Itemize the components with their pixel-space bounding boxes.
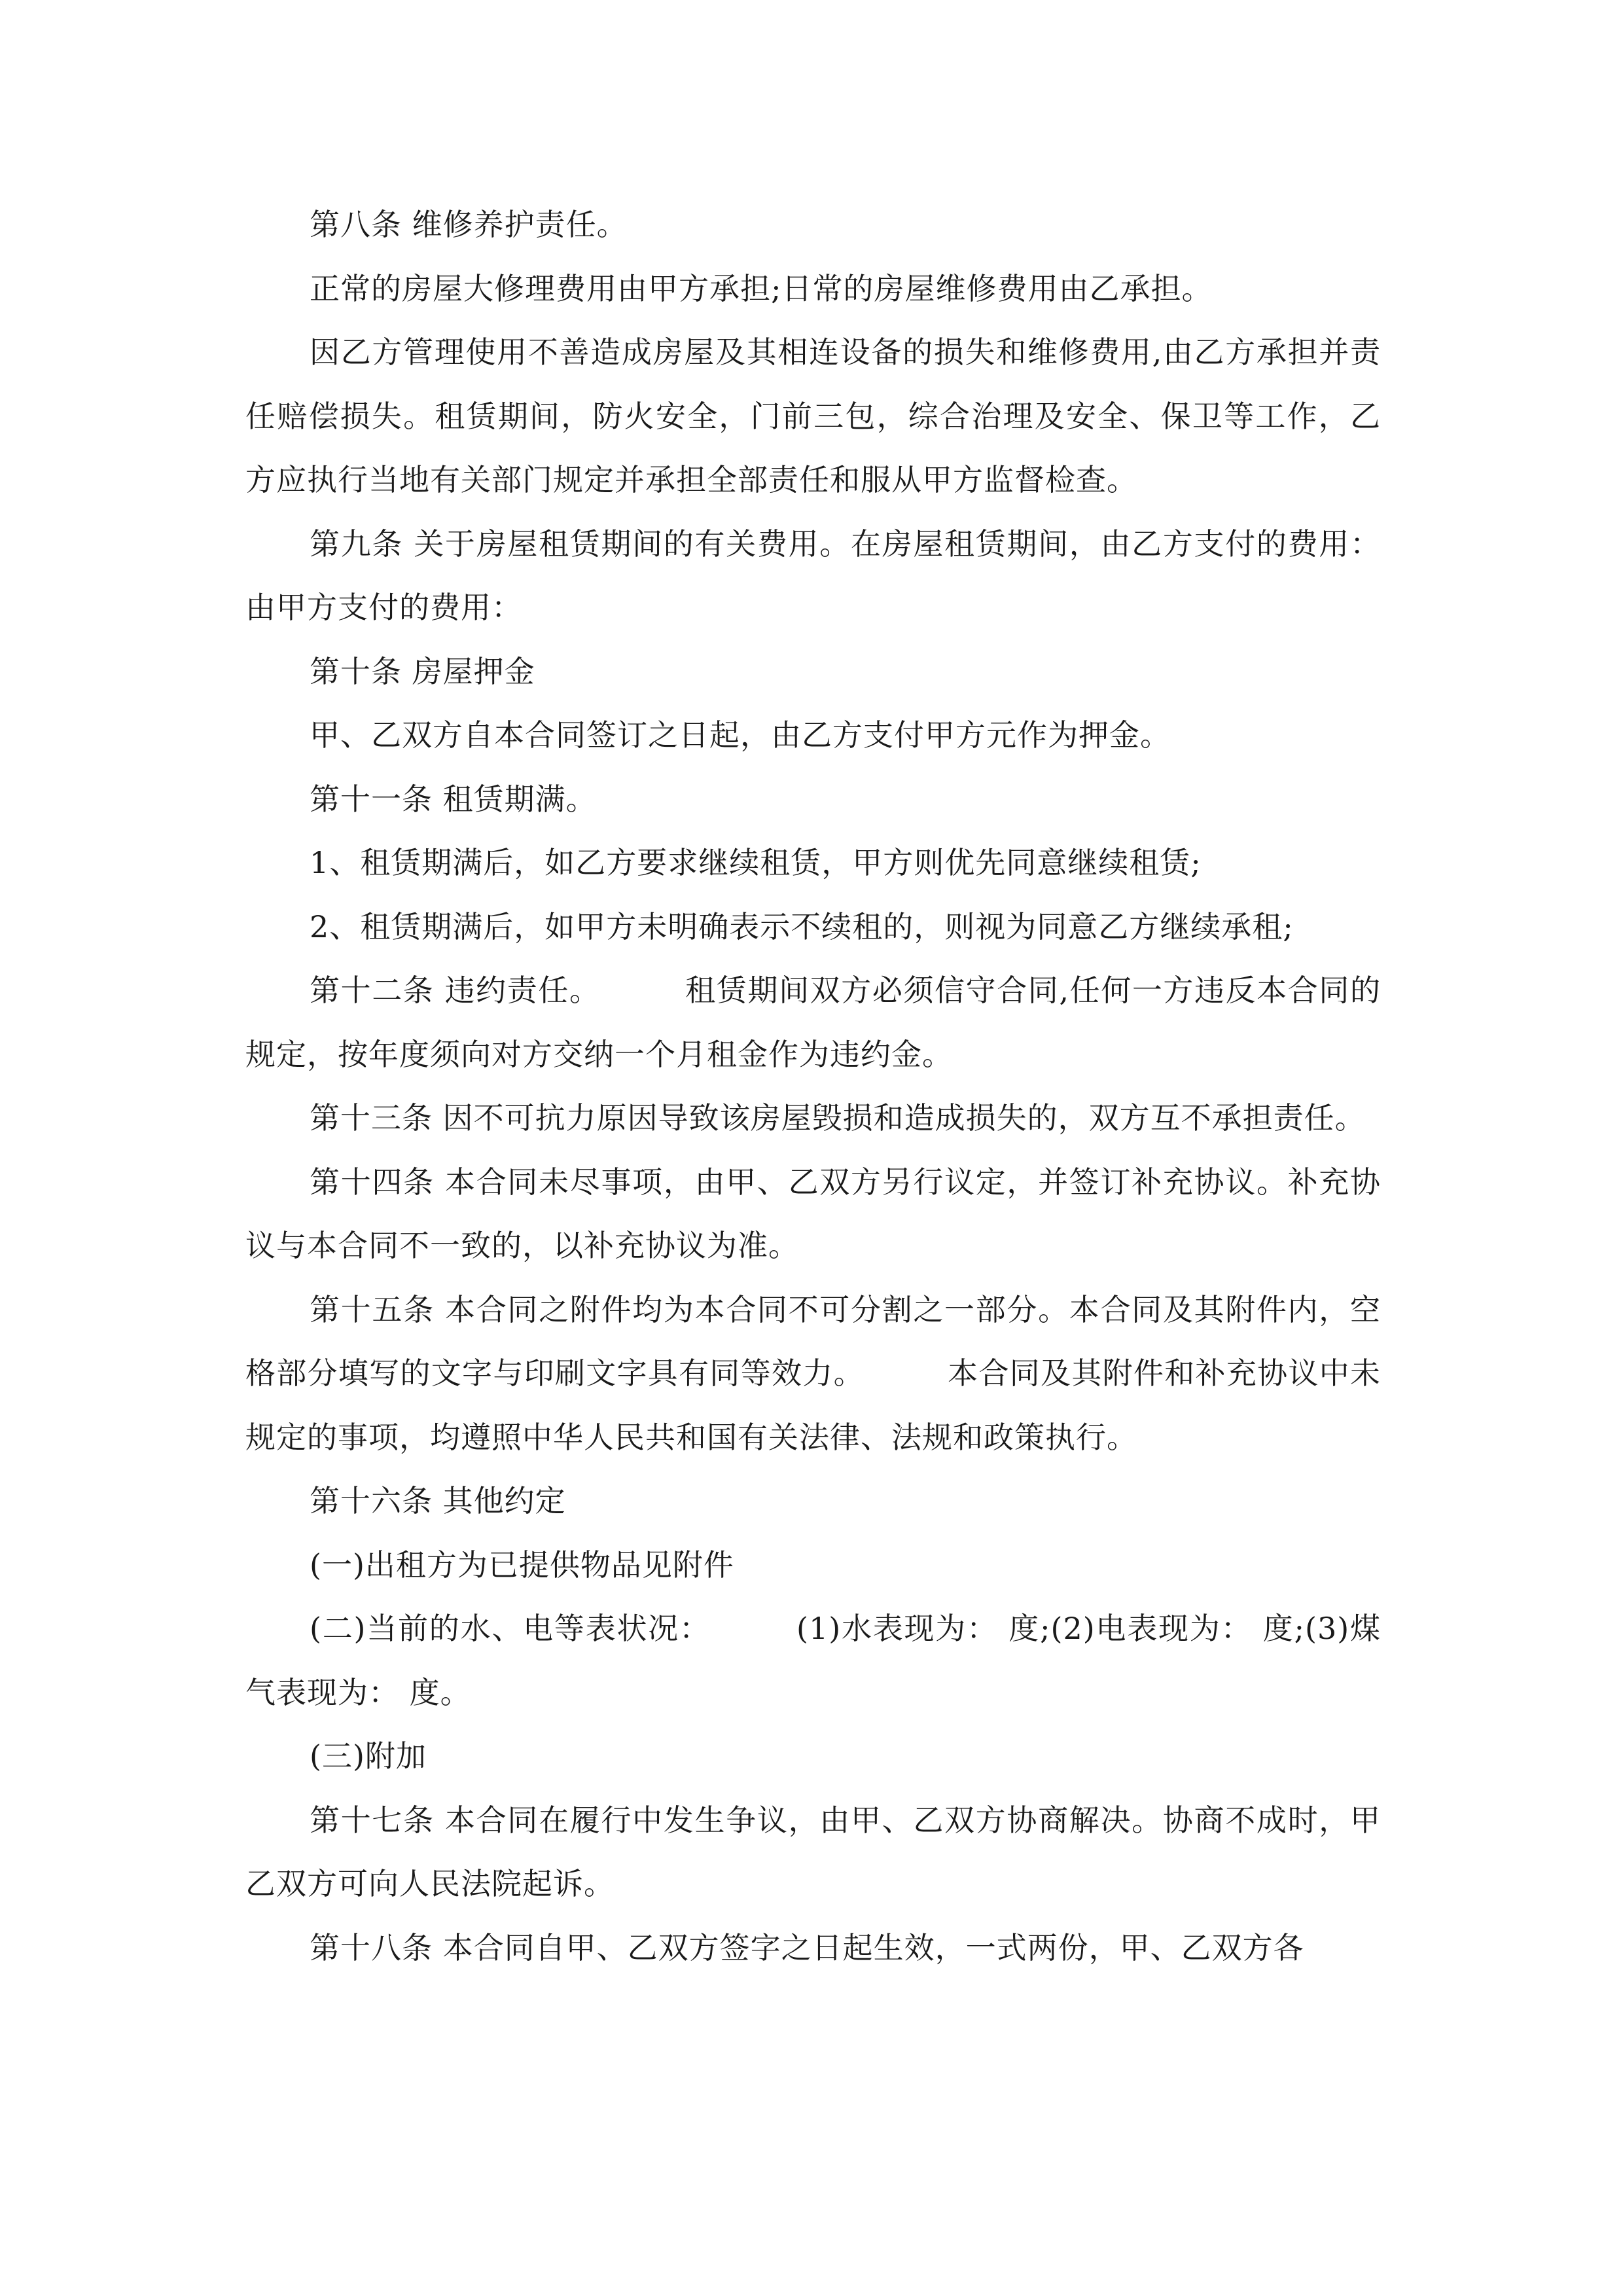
- article-15: 第十五条 本合同之附件均为本合同不可分割之一部分。本合同及其附件内，空格部分填写的文字与印刷文字具有同等效力。 本合同及其附件和补充协议中未规定的事项，均遵照中华人民共和国有关法律、法规和政策执行。: [245, 1291, 1381, 1455]
- article-11-heading: 第十一条 租赁期满。: [310, 781, 597, 817]
- article-13: 第十三条 因不可抗力原因导致该房屋毁损和造成损失的，双方互不承担责任。: [310, 1100, 1366, 1136]
- article-9: 第九条 关于房屋租赁期间的有关费用。在房屋租赁期间，由乙方支付的费用：由甲方支付的费用：: [245, 526, 1381, 625]
- article-8-clause-2: 因乙方管理使用不善造成房屋及其相连设备的损失和维修费用,由乙方承担并责任赔偿损失。租赁期间，防火安全，门前三包，综合治理及安全、保卫等工作，乙方应执行当地有关部门规定并承担全部责任和服从甲方监督检查。: [245, 334, 1381, 497]
- article-14: 第十四条 本合同未尽事项，由甲、乙双方另行议定，并签订补充协议。补充协议与本合同不一致的，以补充协议为准。: [245, 1164, 1381, 1263]
- contract-body: [245, 193, 1391, 1980]
- article-10-heading: 第十条 房屋押金: [310, 653, 535, 689]
- article-11-item-2: 2、租赁期满后，如甲方未明确表示不续租的，则视为同意乙方继续承租;: [310, 908, 1294, 944]
- article-16-item-3: (三)附加: [310, 1738, 427, 1774]
- article-10-clause: 甲、乙双方自本合同签订之日起，由乙方支付甲方元作为押金。: [310, 717, 1171, 753]
- article-8-heading: 第八条 维修养护责任。: [310, 207, 628, 242]
- article-17: 第十七条 本合同在履行中发生争议，由甲、乙双方协商解决。协商不成时，甲 乙双方可向人民法院起诉。: [245, 1802, 1391, 1901]
- article-16-item-1: (一)出租方为已提供物品见附件: [310, 1547, 734, 1583]
- article-11-item-1: 1、租赁期满后，如乙方要求继续租赁，甲方则优先同意继续租赁;: [310, 845, 1202, 880]
- article-16-heading: 第十六条 其他约定: [310, 1483, 566, 1518]
- article-8-clause-1: 正常的房屋大修理费用由甲方承担;日常的房屋维修费用由乙承担。: [310, 270, 1213, 306]
- article-16-item-2: (二)当前的水、电等表状况： (1)水表现为： 度;(2)电表现为： 度;(3)煤气表现为： 度。: [245, 1611, 1381, 1710]
- article-12: 第十二条 违约责任。 租赁期间双方必须信守合同,任何一方违反本合同的规定，按年度须向对方交纳一个月租金作为违约金。: [245, 973, 1381, 1072]
- article-18: 第十八条 本合同自甲、乙双方签字之日起生效，一式两份，甲、乙双方各: [310, 1929, 1304, 1965]
